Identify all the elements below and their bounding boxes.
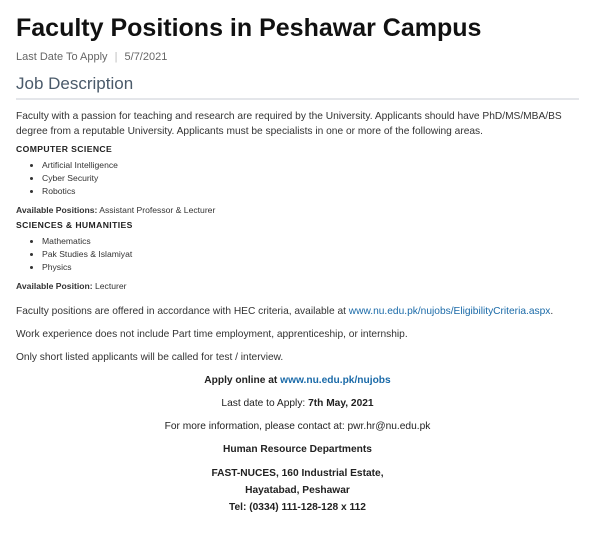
apply-online	[16, 374, 579, 387]
available-positions	[16, 281, 579, 291]
hec-text: Faculty positions are offered in accordance with HEC criteria, available at	[16, 306, 349, 317]
department-sciences-humanities	[16, 220, 579, 291]
positions-label: Available Position:	[16, 281, 93, 291]
telephone: Tel: (0334) 111-128-128 x 112	[229, 502, 366, 513]
apply-prefix: Apply online at	[204, 375, 281, 386]
list-item: • Artificial Intelligence	[42, 159, 579, 172]
area-list	[16, 235, 579, 274]
department-heading: COMPUTER SCIENCE	[16, 144, 113, 154]
eligibility-criteria-link[interactable]: www.nu.edu.pk/nujobs/EligibilityCriteria.aspx	[348, 306, 551, 317]
positions-value: Lecturer	[94, 281, 127, 291]
list-item: • Mathematics	[42, 235, 579, 248]
available-positions	[16, 205, 579, 215]
hec-end: .	[550, 306, 554, 317]
department-computer-science	[16, 144, 579, 215]
contact-info: For more information, please contact at: pwr.hr@nu.edu.pk	[164, 421, 431, 432]
meta-separator: |	[114, 51, 118, 63]
apply-link[interactable]: www.nu.edu.pk/nujobs	[280, 375, 391, 386]
apply-last-date-value: 7th May, 2021	[308, 398, 374, 409]
shortlist-note: Only short listed applicants will be called for test / interview.	[16, 352, 284, 363]
address-line-2: Hayatabad, Peshawar	[245, 485, 350, 496]
apply-last-date	[16, 397, 579, 410]
section-heading: Job Description	[16, 73, 579, 100]
last-date-label: Last Date To Apply	[16, 51, 108, 63]
page-title: Faculty Positions in Peshawar Campus	[16, 14, 482, 42]
last-date-value: 5/7/2021	[124, 51, 168, 63]
intro-paragraph: Faculty with a passion for teaching and research are required by the University. Applicants should have PhD/MS/MBA/BS degree from a reputable University. Applicants must be specialists in one or more of the following areas.	[16, 111, 562, 137]
area-list	[16, 159, 579, 198]
list-item: • Physics	[42, 261, 579, 274]
list-item: • Cyber Security	[42, 172, 579, 185]
experience-note: Work experience does not include Part time employment, apprenticeship, or internship.	[16, 329, 408, 340]
positions-label: Available Positions:	[16, 205, 98, 215]
address-line-1: FAST-NUCES, 160 Industrial Estate,	[211, 468, 384, 479]
last-date-meta	[16, 50, 579, 64]
list-item: • Pak Studies & Islamiyat	[42, 248, 579, 261]
apply-last-date-label: Last date to Apply:	[221, 398, 309, 409]
hec-criteria-note	[16, 305, 579, 318]
hr-department: Human Resource Departments	[223, 444, 372, 455]
list-item: • Robotics	[42, 185, 579, 198]
positions-value: Assistant Professor & Lecturer	[99, 205, 216, 215]
department-heading: SCIENCES & HUMANITIES	[16, 220, 133, 230]
apply-block	[16, 374, 579, 514]
